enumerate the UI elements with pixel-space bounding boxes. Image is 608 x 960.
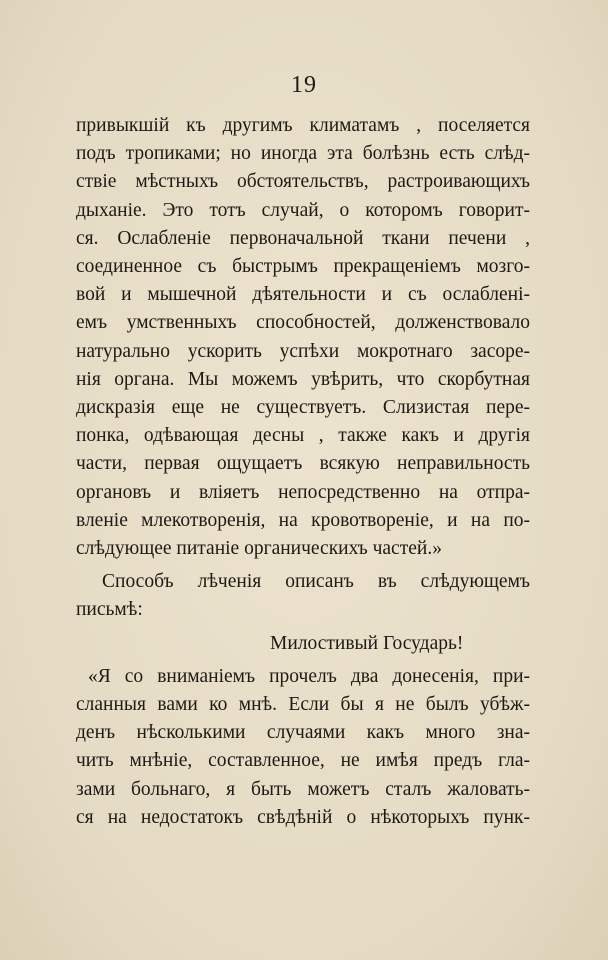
text-line: вой и мышечной дѣятельности и съ ослабленi- xyxy=(76,284,530,306)
text-line: слѣдующее питаніе органическихъ частей.» xyxy=(76,538,442,560)
text-line: соединенное съ быстрымъ прекращеніемъ мозго- xyxy=(76,256,530,278)
letter-line: ся на недостатокъ свѣдѣній о нѣкоторыхъ пунк- xyxy=(76,806,530,828)
text-line: органовъ и вліяетъ непосредственно на отпра- xyxy=(76,481,530,503)
letter-line: денъ нѣсколькими случаями какъ много зна- xyxy=(76,722,530,744)
text-line: ся. Ослабленіе первоначальной ткани печени , xyxy=(76,227,530,249)
text-line: ствіе мѣстныхъ обстоятельствъ, растроивающихъ xyxy=(76,171,530,193)
text-line: нія органа. Мы можемъ увѣрить, что скорбутная xyxy=(76,368,530,390)
text-line: дискразія еще не существуетъ. Слизистая пере- xyxy=(76,397,530,419)
text-line: привыкшій къ другимъ климатамъ , поселяется xyxy=(76,115,530,136)
letter-line: зами больнаго, я быть можетъ сталъ жаловать- xyxy=(76,778,530,800)
text-line: емъ умственныхъ способностей, долженствовало xyxy=(76,312,530,334)
text-line: части, первая ощущаетъ всякую неправильность xyxy=(76,453,530,475)
text-line: дыханіе. Это тотъ случай, о которомъ говорит- xyxy=(76,199,530,221)
paragraph-line: письмѣ: xyxy=(76,599,143,621)
text-line: вленіе млекотворенія, на кровотвореніе, и на по- xyxy=(76,509,530,531)
letter-salutation: Милостивый Государь! xyxy=(270,632,464,654)
letter-line: сланныя вами ко мнѣ. Если бы я не былъ убѣж- xyxy=(76,694,530,716)
page-number: 19 xyxy=(291,72,317,98)
text-line: подъ тропиками; но иногда эта болѣзнь есть слѣд- xyxy=(76,143,530,165)
paragraph-line: Способъ лѣченія описанъ въ слѣдующемъ xyxy=(102,571,530,593)
text-line: натурально ускорить успѣхи мокротнаго засоре- xyxy=(76,340,530,362)
letter-line: «Я со вниманіемъ прочелъ два донесенія, при- xyxy=(88,665,530,687)
page-text xyxy=(76,112,530,832)
text-line: понка, одѣвающая десны , также какъ и другія xyxy=(76,425,530,447)
letter-line: чить мнѣніе, составленное, не имѣя предъ гла- xyxy=(76,750,530,772)
